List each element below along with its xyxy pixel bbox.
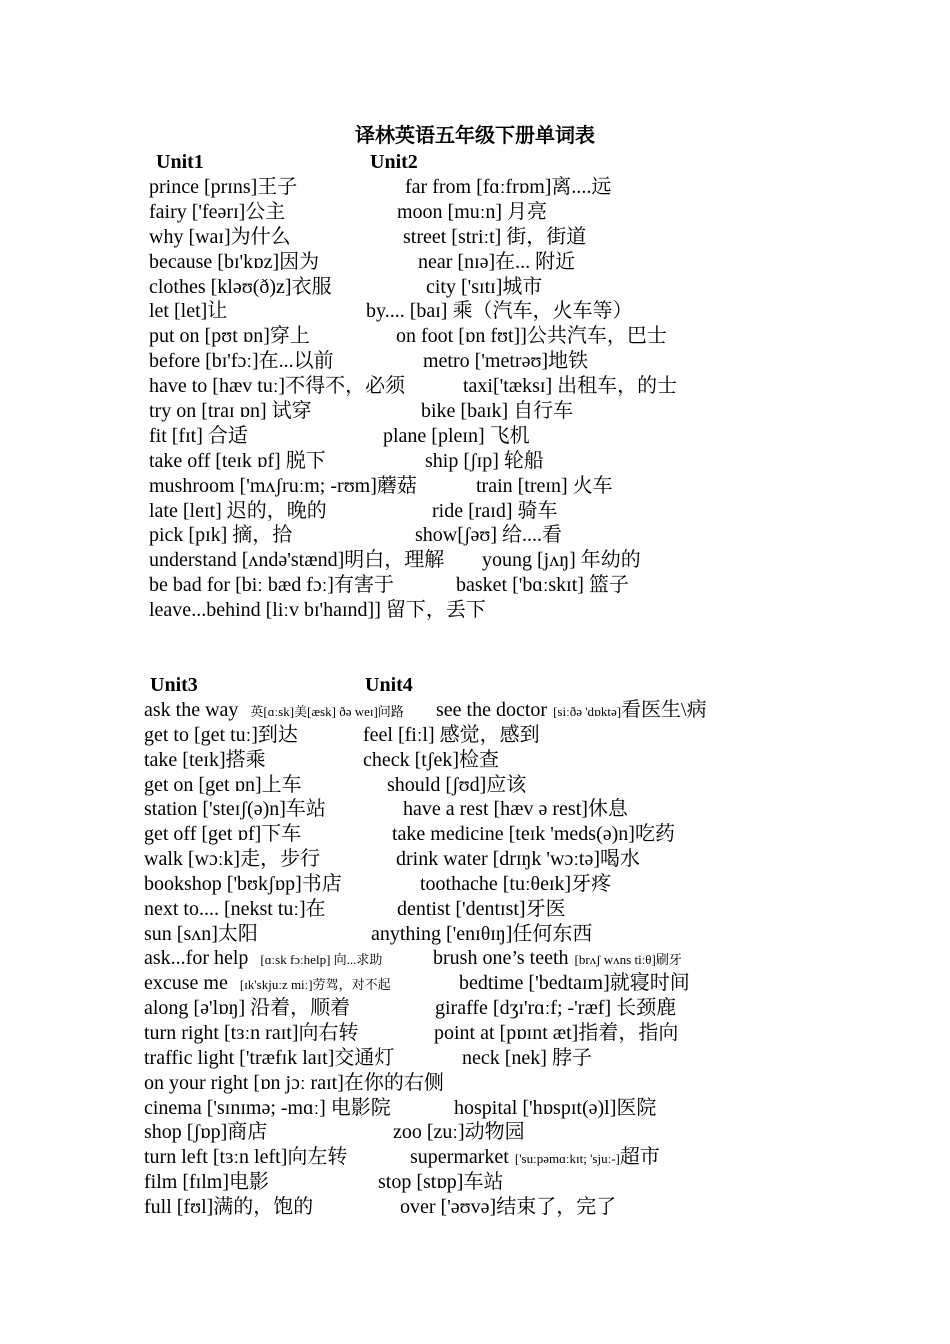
vocab-entry-right — [434, 1021, 678, 1046]
entry-text: walk [wɔːk]走，步行 — [144, 848, 321, 871]
vocab-entry-left — [144, 1046, 394, 1071]
vocab-entry-left — [149, 275, 332, 300]
vocab-entry-left — [144, 698, 404, 725]
vocab-entry-left — [149, 548, 444, 573]
vocab-entry-right — [392, 822, 675, 847]
entry-text: try on [traɪ ɒn] 试穿 — [149, 400, 312, 423]
entry-text: ride [raɪd] 骑车 — [432, 499, 558, 522]
vocab-entry-left — [149, 598, 486, 623]
vocab-entry-right — [383, 424, 530, 449]
entry-text: understand [ʌndə'stænd]明白，理解 — [149, 549, 445, 572]
vocab-entry-left — [144, 1120, 267, 1145]
vocab-entry-right — [462, 1046, 592, 1071]
vocab-row — [149, 474, 849, 499]
entry-text: young [jʌŋ] 年幼的 — [482, 549, 641, 572]
vocab-entry-left — [144, 797, 326, 822]
vocab-row — [144, 897, 864, 922]
vocab-entry-right — [415, 523, 562, 548]
entry-text: metro ['metrəʊ]地铁 — [423, 350, 589, 373]
entry-text: ask the way — [144, 699, 239, 721]
entry-text: cinema ['sɪnɪmə; -mɑː] 电影院 — [144, 1096, 391, 1119]
entry-text: be bad for [biː bæd fɔː]有害于 — [149, 574, 394, 597]
vocab-row — [144, 946, 864, 971]
entry-text: feel [fiːl] 感觉，感到 — [363, 723, 540, 746]
entry-text: moon [muːn] 月亮 — [397, 200, 547, 223]
entry-text: toothache [tuːθeɪk]牙疼 — [420, 872, 612, 895]
entry-text: film [fɪlm]电影 — [144, 1171, 269, 1194]
vocab-entry-left — [149, 200, 285, 225]
vocab-entry-right — [405, 175, 611, 200]
entry-text: station ['steɪʃ(ə)n]车站 — [144, 798, 326, 821]
vocab-row — [149, 275, 849, 300]
entry-text: near [nɪə]在... 附近 — [418, 250, 576, 273]
entry-text: along [ə'lɒŋ] 沿着，顺着 — [144, 997, 351, 1020]
vocab-row — [144, 698, 864, 723]
vocab-row — [149, 299, 849, 324]
entry-text: should [ʃʊd]应该 — [387, 773, 527, 796]
vocab-entry-right — [426, 275, 542, 300]
vocab-row — [149, 200, 849, 225]
vocab-entry-left — [149, 225, 291, 250]
vocab-entry-left — [149, 499, 327, 524]
vocab-entry-left — [144, 996, 350, 1021]
vocab-entry-left — [149, 175, 297, 200]
entry-phonetic-small: [ɑːsk fɔːhelp] 向...求助 — [260, 952, 383, 968]
entry-text: taxi['tæksɪ] 出租车，的士 — [463, 375, 678, 398]
entry-text: point at [pɒɪnt æt]指着，指向 — [434, 1021, 679, 1044]
vocab-row — [144, 847, 864, 872]
vocab-entry-right — [456, 573, 629, 598]
entry-text: mushroom ['mʌʃruːm; -rʊm]蘑菇 — [149, 474, 417, 497]
entry-text: on your right [ɒn jɔː raɪt]在你的右侧 — [144, 1071, 444, 1094]
entry-text: next to.... [nekst tuː]在 — [144, 897, 326, 920]
entry-text: turn right [tɜːn raɪt]向右转 — [144, 1021, 359, 1044]
entry-phonetic-small: ['suːpəmɑːkɪt; 'sjuː-] — [514, 1151, 620, 1167]
entry-text: sun [sʌn]太阳 — [144, 922, 258, 945]
unit3-heading: Unit3 — [150, 674, 198, 696]
vocab-entry-left — [144, 946, 382, 973]
entry-text: brush one’s teeth — [433, 947, 569, 970]
vocab-entry-left — [149, 250, 319, 275]
entry-text: over ['əʊvə]结束了，完了 — [400, 1195, 617, 1218]
vocab-row — [144, 1021, 864, 1046]
entry-text: hospital ['hɒspɪt(ə)l]医院 — [454, 1096, 657, 1119]
entry-text: bedtime ['bedtaɪm]就寝时间 — [459, 972, 690, 995]
entry-text: fit [fɪt] 合适 — [149, 424, 248, 447]
vocab-entry-right — [393, 1120, 525, 1145]
entry-text: anything ['enɪθɪŋ]任何东西 — [371, 922, 593, 945]
entry-phonetic-small: [brʌʃ wʌns tiːθ]刷牙 — [574, 952, 682, 968]
vocab-entry-left — [144, 773, 302, 798]
vocab-row — [144, 748, 864, 773]
vocab-entry-left — [144, 822, 301, 847]
entry-meaning: 超市 — [619, 1146, 660, 1169]
vocab-row — [149, 548, 849, 573]
entry-text: stop [stɒp]车站 — [378, 1171, 504, 1194]
vocab-entry-right — [476, 474, 613, 499]
entry-text: zoo [zuː]动物园 — [393, 1121, 525, 1144]
vocab-entry-right — [420, 872, 611, 897]
entry-text: drink water [drɪŋk 'wɔːtə]喝水 — [396, 848, 640, 871]
vocab-entry-left — [144, 922, 258, 947]
vocab-entry-left — [149, 374, 405, 399]
vocab-row — [144, 1071, 864, 1096]
vocab-row — [149, 399, 849, 424]
vocab-row — [149, 499, 849, 524]
vocab-entry-right — [371, 922, 592, 947]
entry-text: on foot [ɒn fʊt]]公共汽车，巴士 — [396, 325, 667, 348]
vocab-entry-left — [144, 1071, 444, 1096]
entry-text: take [teɪk]搭乘 — [144, 748, 266, 771]
vocab-entry-left — [149, 349, 334, 374]
vocab-row — [149, 374, 849, 399]
entry-text: ship [ʃɪp] 轮船 — [425, 449, 544, 472]
vocab-entry-right — [397, 897, 566, 922]
vocab-row — [144, 922, 864, 947]
entry-text: show[ʃəʊ] 给....看 — [415, 524, 563, 547]
vocab-entry-right — [366, 299, 632, 324]
entry-text: neck [nek] 脖子 — [462, 1046, 592, 1069]
entry-text: get to [get tuː]到达 — [144, 723, 298, 746]
vocab-entry-right — [425, 449, 544, 474]
entry-text: supermarket — [410, 1146, 509, 1169]
vocab-row — [144, 872, 864, 897]
vocab-list-unit3-unit4 — [144, 698, 864, 1220]
entry-text: traffic light ['træfɪk laɪt]交通灯 — [144, 1046, 395, 1069]
entry-phonetic-small: [ɪk'skjuːz miː]劳驾，对不起 — [239, 977, 391, 993]
vocab-row — [149, 349, 849, 374]
vocab-entry-right — [454, 1096, 656, 1121]
vocab-row — [149, 424, 849, 449]
vocab-row — [144, 1046, 864, 1071]
entry-text: clothes [kləʊ(ð)z]衣服 — [149, 275, 332, 298]
entry-text: take off [teɪk ɒf] 脱下 — [149, 449, 326, 472]
vocab-row — [149, 250, 849, 275]
vocab-entry-right — [436, 698, 707, 725]
vocab-entry-left — [144, 1195, 313, 1220]
unit1-heading: Unit1 — [156, 151, 204, 173]
vocab-row — [144, 1195, 864, 1220]
vocab-entry-left — [149, 449, 326, 474]
entry-text: city ['sɪtɪ]城市 — [426, 275, 543, 298]
vocab-entry-left — [149, 299, 227, 324]
vocab-entry-left — [149, 573, 394, 598]
entry-text: have a rest [hæv ə rest]休息 — [403, 798, 628, 821]
vocab-row — [144, 822, 864, 847]
vocab-row — [149, 225, 849, 250]
vocab-row — [144, 773, 864, 798]
vocab-entry-right — [363, 723, 540, 748]
entry-text: ask...for help — [144, 947, 249, 970]
vocab-row — [144, 971, 864, 996]
vocab-entry-right — [403, 225, 586, 250]
entry-text: turn left [tɜːn left]向左转 — [144, 1146, 348, 1169]
entry-text: bookshop ['bʊkʃɒp]书店 — [144, 872, 342, 895]
entry-text: see the doctor — [436, 699, 548, 721]
unit4-heading: Unit4 — [365, 674, 413, 696]
vocab-entry-left — [144, 1145, 347, 1170]
vocab-entry-left — [149, 523, 292, 548]
vocab-entry-right — [396, 847, 640, 872]
vocab-list-unit1-unit2 — [149, 175, 849, 623]
entry-text: far from [fɑːfrɒm]离....远 — [405, 176, 612, 198]
vocab-entry-left — [149, 474, 417, 499]
entry-text: before [bɪ'fɔː]在...以前 — [149, 350, 334, 373]
vocab-row — [144, 1120, 864, 1145]
vocab-row — [149, 573, 849, 598]
entry-text: put on [pʊt ɒn]穿上 — [149, 325, 310, 348]
entry-text: check [tʃek]检查 — [363, 748, 500, 771]
entry-text: giraffe [dʒɪ'rɑːf; -'ræf] 长颈鹿 — [435, 997, 677, 1020]
entry-phonetic-small: 英[ɑːsk]美[æsk] ðə weɪ]问路 — [250, 704, 404, 719]
entry-text: full [fʊl]满的，饱的 — [144, 1195, 314, 1218]
entry-text: by.... [baɪ] 乘（汽车，火车等） — [366, 300, 633, 323]
entry-text: bike [baɪk] 自行车 — [421, 400, 574, 423]
unit2-heading: Unit2 — [370, 151, 418, 173]
entry-text: plane [pleɪn] 飞机 — [383, 424, 530, 447]
entry-text: basket ['bɑːskɪt] 篮子 — [456, 574, 629, 597]
entry-text: pick [pɪk] 摘，拾 — [149, 524, 293, 547]
entry-text: let [let]让 — [149, 300, 228, 323]
vocab-row — [149, 175, 849, 200]
entry-text: dentist ['dentɪst]牙医 — [397, 897, 566, 920]
vocab-row — [144, 1096, 864, 1121]
entry-text: excuse me — [144, 972, 228, 995]
vocab-entry-right — [397, 200, 547, 225]
page-title: 译林英语五年级下册单词表 — [355, 125, 595, 147]
vocab-row — [144, 996, 864, 1021]
entry-text: have to [hæv tuː]不得不，必须 — [149, 375, 406, 398]
vocab-row — [144, 1145, 864, 1170]
vocab-entry-right — [463, 374, 677, 399]
vocab-row — [144, 1170, 864, 1195]
vocab-entry-right — [433, 946, 682, 973]
vocab-entry-right — [410, 1145, 660, 1172]
entry-phonetic-small: [siːðə 'dɒktə] — [553, 704, 622, 719]
vocab-entry-right — [363, 748, 499, 773]
vocab-entry-right — [387, 773, 526, 798]
vocab-row — [144, 723, 864, 748]
vocab-row — [149, 449, 849, 474]
vocab-entry-left — [144, 1021, 358, 1046]
vocab-entry-left — [149, 324, 310, 349]
vocab-row — [149, 523, 849, 548]
entry-text: late [leɪt] 迟的，晚的 — [149, 499, 327, 522]
vocab-entry-right — [378, 1170, 503, 1195]
entry-text: because [bɪ'kɒz]因为 — [149, 250, 320, 273]
entry-meaning: 看医生\病 — [621, 699, 707, 721]
vocab-entry-right — [423, 349, 588, 374]
entry-text: shop [ʃɒp]商店 — [144, 1121, 268, 1144]
vocab-entry-left — [144, 971, 391, 998]
entry-text: take medicine [teɪk 'meds(ə)n]吃药 — [392, 823, 675, 846]
entry-text: get on [get ɒn]上车 — [144, 773, 302, 796]
entry-text: street [striːt] 街，街道 — [403, 225, 587, 248]
vocab-entry-right — [459, 971, 690, 996]
vocab-row — [144, 797, 864, 822]
vocab-entry-right — [403, 797, 628, 822]
vocab-entry-right — [432, 499, 558, 524]
vocab-entry-left — [144, 723, 298, 748]
entry-text: prince [prɪns]王子 — [149, 176, 298, 198]
entry-text: train [treɪn] 火车 — [476, 474, 613, 497]
entry-text: leave...behind [liːv bɪ'haɪnd]] 留下，丢下 — [149, 599, 486, 622]
vocab-entry-left — [144, 1096, 391, 1121]
vocab-entry-right — [400, 1195, 616, 1220]
vocab-entry-right — [418, 250, 575, 275]
vocab-entry-left — [144, 897, 326, 922]
entry-text: get off [get ɒf]下车 — [144, 823, 302, 846]
vocab-entry-left — [149, 424, 248, 449]
vocab-entry-right — [482, 548, 641, 573]
vocab-entry-right — [396, 324, 667, 349]
entry-text: fairy ['feərɪ]公主 — [149, 200, 286, 223]
vocab-entry-left — [144, 748, 266, 773]
vocab-entry-left — [144, 872, 342, 897]
vocab-entry-left — [144, 847, 320, 872]
vocab-entry-right — [421, 399, 573, 424]
vocab-row — [149, 324, 849, 349]
vocab-entry-right — [435, 996, 676, 1021]
entry-text: why [waɪ]为什么 — [149, 225, 291, 248]
vocab-entry-left — [149, 399, 312, 424]
vocab-entry-left — [144, 1170, 269, 1195]
vocab-row — [149, 598, 849, 623]
